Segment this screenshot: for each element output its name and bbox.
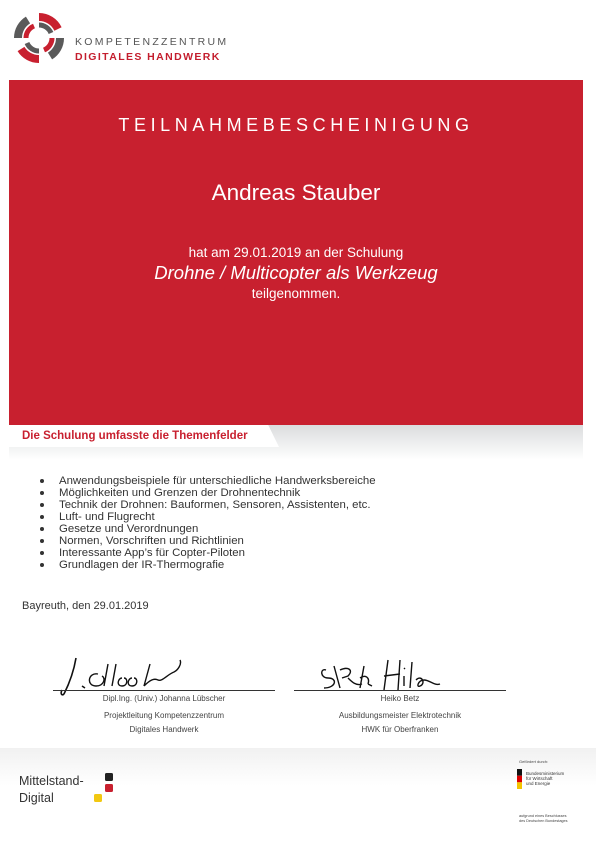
signer-left-org: Digitales Handwerk [129, 725, 199, 734]
list-item: Grundlagen der IR-Thermografie [40, 559, 376, 571]
list-item: Technik der Drohnen: Bauformen, Sensoren, Assistenten, etc. [40, 499, 376, 511]
topics-heading: Die Schulung umfasste die Themenfelder [22, 430, 248, 442]
mittelstand-line2: Digital [19, 791, 54, 805]
certificate-title: TEILNAHMEBESCHEINIGUNG [118, 115, 474, 135]
completion-text: teilgenommen. [251, 286, 341, 301]
mittelstand-line1: Mittelstand- [19, 774, 84, 788]
signer-right-role: Ausbildungsmeister Elektrotechnik [338, 711, 462, 720]
signature-right-icon [318, 656, 448, 694]
logo-line1: KOMPETENZZENTRUM [75, 36, 229, 48]
list-item: Anwendungsbeispiele für unterschiedliche Handwerksbereiche [40, 475, 376, 487]
signature-line-right [294, 690, 506, 691]
list-item: Luft- und Flugrecht [40, 511, 376, 523]
signature-left-icon [58, 652, 188, 698]
course-title: Drohne / Multicopter als Werkzeug [154, 262, 438, 283]
bmwi-label: Gefördert durch: [519, 759, 549, 764]
topics-list [40, 475, 376, 571]
bmwi-line: und Energie [526, 781, 551, 786]
signer-right-org: HWK für Oberfranken [361, 725, 439, 734]
signer-left-role: Projektleitung Kompetenzzentrum [103, 711, 225, 720]
bmwi-note [519, 814, 568, 824]
kompetenzzentrum-logo-icon [14, 13, 64, 63]
signer-left-name: Dipl.Ing. (Univ.) Johanna Lübscher [102, 694, 226, 703]
mittelstand-digital-logo [19, 773, 84, 807]
participant-name: Andreas Stauber [211, 180, 381, 205]
list-item: Möglichkeiten und Grenzen der Drohnentechnik [40, 487, 376, 499]
bmwi-line: Bundesministerium [526, 771, 565, 776]
mittelstand-squares-icon [94, 773, 120, 803]
bmwi-line: für Wirtschaft [526, 776, 553, 781]
footer-band [0, 748, 596, 842]
attendance-text: hat am 29.01.2019 an der Schulung [188, 245, 404, 260]
list-item: Interessante App’s für Copter-Piloten [40, 547, 376, 559]
bmwi-note-line: aufgrund eines Beschlusses [519, 814, 567, 818]
bmwi-text [526, 771, 564, 786]
logo-text [75, 36, 228, 63]
list-item: Gesetze und Verordnungen [40, 523, 376, 535]
german-flag-icon [517, 769, 522, 789]
signature-line-left [53, 690, 275, 691]
list-item: Normen, Vorschriften und Richtlinien [40, 535, 376, 547]
logo-line2: DIGITALES HANDWERK [75, 51, 221, 63]
signer-right-name: Heiko Betz [380, 694, 420, 703]
bmwi-note-line: des Deutschen Bundestages [519, 819, 568, 823]
place-date: Bayreuth, den 29.01.2019 [22, 600, 149, 612]
